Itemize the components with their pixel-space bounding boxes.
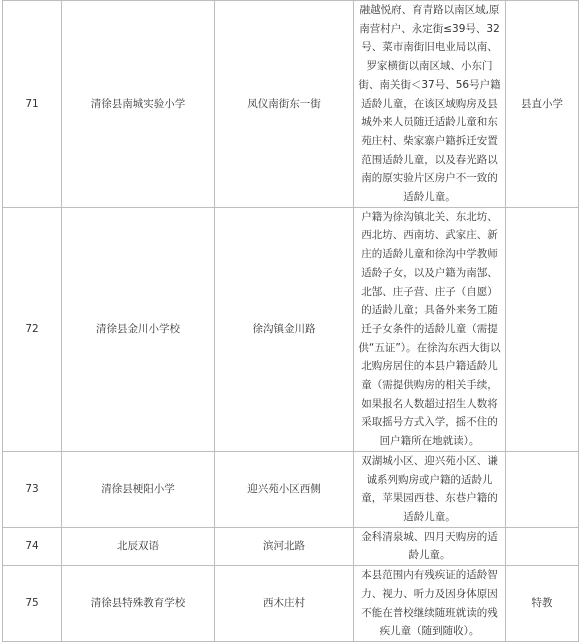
- school-address: 滨河北路: [215, 527, 354, 565]
- school-address: 凤仪南街东一街: [215, 1, 354, 208]
- school-name: 清徐县金川小学校: [62, 207, 215, 451]
- school-address: 迎兴苑小区西侧: [215, 451, 354, 527]
- school-type: [506, 527, 579, 565]
- enrollment-scope-text: 本县范围内有残疾证的适龄智力、视力、听力及因身体原因不能在普校继续随班就读的残疾儿童（随到随收）。: [361, 569, 498, 638]
- table-row: [3, 451, 579, 527]
- enrollment-scope: [354, 451, 506, 527]
- row-number: 72: [3, 207, 62, 451]
- enrollment-scope: [354, 566, 506, 642]
- school-address: 西木庄村: [215, 566, 354, 642]
- row-number: 73: [3, 451, 62, 527]
- table-row: [3, 566, 579, 642]
- table-row: [3, 207, 579, 451]
- enrollment-table: [2, 0, 579, 642]
- table-row: [3, 527, 579, 565]
- enrollment-scope-text: 金科清泉城、四月天购房的适龄儿童。: [361, 530, 498, 562]
- enrollment-scope: [354, 1, 506, 208]
- enrollment-scope: [354, 207, 506, 451]
- school-type: 特教: [506, 566, 579, 642]
- school-type: [506, 207, 579, 451]
- school-address: 徐沟镇金川路: [215, 207, 354, 451]
- enrollment-scope-text: 户籍为徐沟镇北关、东北坊、西北坊、西南坊、武家庄、新庄的适龄儿童和徐沟中学教师适龄子女，以及户籍为南郜、北郜、庄子营、庄子（自愿）的适龄儿童；具备外来务工随迁子女条件的适龄儿童（需提供“五证”）。在徐沟东西大街以北购房居住的本县户籍适龄儿童（需提供购房的相关手续，如果报名人数超过招生人数将采取摇号方式入学，摇不住的回户籍所在地就读）。: [358, 210, 501, 448]
- row-number: 75: [3, 566, 62, 642]
- school-name: 北辰双语: [62, 527, 215, 565]
- table-row: [3, 1, 579, 208]
- enrollment-scope: [354, 527, 506, 565]
- school-type: 县直小学: [506, 1, 579, 208]
- school-name: 清徐县南城实验小学: [62, 1, 215, 208]
- enrollment-scope-text: 双湖城小区、迎兴苑小区、谦诚系列购房或户籍的适龄儿童，苹果园西巷、东巷户籍的适龄儿童。: [361, 454, 498, 523]
- row-number: 74: [3, 527, 62, 565]
- row-number: 71: [3, 1, 62, 208]
- school-type: [506, 451, 579, 527]
- school-name: 清徐县特殊教育学校: [62, 566, 215, 642]
- enrollment-scope-text: 融越悦府、育青路以南区域,原南营村户、永定街≤39号、32号、菜市南街旧电业局以南、罗家横街以南区域、小东门街、南关街＜37号、56号户籍适龄儿童，在该区域购房及县城外来人员随迁适龄儿童和东苑庄村、柴家寨户籍拆迁安置范围适龄儿童，以及春光路以南的原实验片区房户不一致的适龄儿童。: [358, 4, 501, 204]
- school-name: 清徐县梗阳小学: [62, 451, 215, 527]
